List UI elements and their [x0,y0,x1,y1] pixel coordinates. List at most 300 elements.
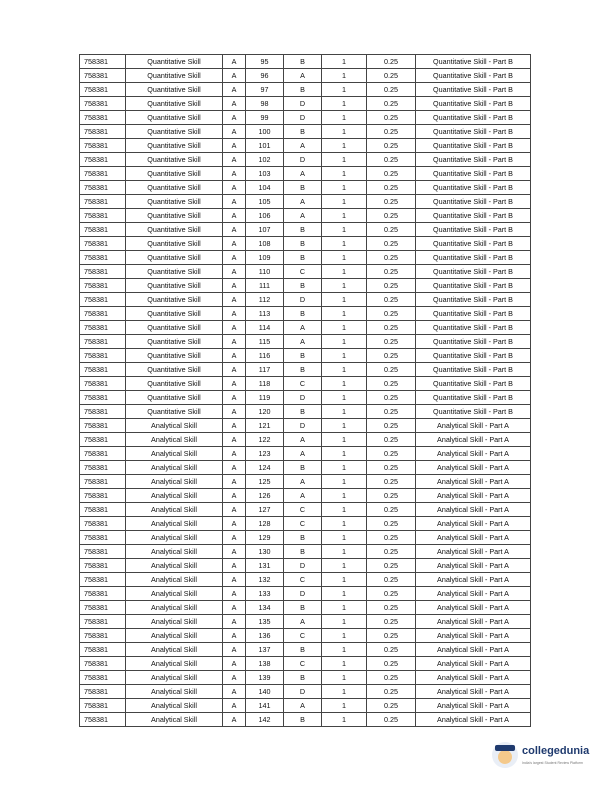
cell-set: A [223,699,246,713]
cell-question-number: 140 [246,685,284,699]
cell-answer: D [284,559,322,573]
cell-section: Analytical Skill - Part A [416,419,531,433]
cell-question-number: 141 [246,699,284,713]
cell-code: 758381 [80,279,126,293]
cell-negative-marks: 0.25 [367,391,416,405]
cell-marks: 1 [322,685,367,699]
cell-subject: Analytical Skill [126,545,223,559]
answer-key-table [79,54,531,727]
cell-answer: A [284,195,322,209]
cell-set: A [223,349,246,363]
cell-question-number: 115 [246,335,284,349]
cell-section: Quantitative Skill - Part B [416,265,531,279]
cell-answer: D [284,587,322,601]
cell-marks: 1 [322,559,367,573]
cell-marks: 1 [322,601,367,615]
cell-marks: 1 [322,69,367,83]
cell-negative-marks: 0.25 [367,125,416,139]
cell-negative-marks: 0.25 [367,167,416,181]
cell-negative-marks: 0.25 [367,517,416,531]
cell-negative-marks: 0.25 [367,545,416,559]
cell-section: Analytical Skill - Part A [416,713,531,727]
cell-section: Quantitative Skill - Part B [416,349,531,363]
cell-negative-marks: 0.25 [367,279,416,293]
cell-answer: B [284,713,322,727]
table-row [80,349,531,363]
cell-marks: 1 [322,671,367,685]
cell-section: Analytical Skill - Part A [416,489,531,503]
cell-subject: Quantitative Skill [126,279,223,293]
cell-answer: B [284,307,322,321]
cell-marks: 1 [322,461,367,475]
cell-marks: 1 [322,55,367,69]
cell-section: Quantitative Skill - Part B [416,391,531,405]
cell-answer: B [284,405,322,419]
cell-set: A [223,531,246,545]
cell-question-number: 134 [246,601,284,615]
cell-question-number: 120 [246,405,284,419]
cell-question-number: 124 [246,461,284,475]
cell-negative-marks: 0.25 [367,83,416,97]
cell-set: A [223,489,246,503]
cell-question-number: 133 [246,587,284,601]
cell-answer: A [284,475,322,489]
cell-code: 758381 [80,503,126,517]
cell-marks: 1 [322,699,367,713]
cell-code: 758381 [80,139,126,153]
cell-section: Quantitative Skill - Part B [416,139,531,153]
cell-question-number: 122 [246,433,284,447]
cell-section: Quantitative Skill - Part B [416,293,531,307]
cell-marks: 1 [322,209,367,223]
cell-set: A [223,307,246,321]
cell-negative-marks: 0.25 [367,307,416,321]
cell-negative-marks: 0.25 [367,237,416,251]
cell-section: Analytical Skill - Part A [416,699,531,713]
cell-question-number: 96 [246,69,284,83]
cell-marks: 1 [322,531,367,545]
cell-question-number: 113 [246,307,284,321]
cell-answer: A [284,433,322,447]
cell-set: A [223,279,246,293]
cell-subject: Quantitative Skill [126,181,223,195]
cell-section: Quantitative Skill - Part B [416,167,531,181]
cell-subject: Quantitative Skill [126,237,223,251]
cell-subject: Quantitative Skill [126,265,223,279]
table-row [80,643,531,657]
table-row [80,531,531,545]
table-row [80,391,531,405]
table-row [80,601,531,615]
cell-set: A [223,83,246,97]
cell-code: 758381 [80,307,126,321]
cell-marks: 1 [322,713,367,727]
cell-answer: D [284,97,322,111]
cell-question-number: 111 [246,279,284,293]
cell-section: Quantitative Skill - Part B [416,209,531,223]
table-row [80,363,531,377]
cell-subject: Quantitative Skill [126,97,223,111]
cell-section: Analytical Skill - Part A [416,433,531,447]
table-row [80,335,531,349]
cell-answer: D [284,153,322,167]
collegedunia-logo [492,740,602,780]
cell-section: Analytical Skill - Part A [416,671,531,685]
table-row [80,685,531,699]
cell-code: 758381 [80,97,126,111]
cell-marks: 1 [322,517,367,531]
cell-subject: Quantitative Skill [126,209,223,223]
cell-section: Quantitative Skill - Part B [416,195,531,209]
cell-code: 758381 [80,181,126,195]
cell-question-number: 123 [246,447,284,461]
cell-code: 758381 [80,573,126,587]
cell-code: 758381 [80,587,126,601]
cell-question-number: 142 [246,713,284,727]
cell-subject: Analytical Skill [126,657,223,671]
cell-marks: 1 [322,349,367,363]
table-row [80,377,531,391]
cell-set: A [223,125,246,139]
cell-code: 758381 [80,195,126,209]
cell-negative-marks: 0.25 [367,223,416,237]
cell-subject: Quantitative Skill [126,55,223,69]
cell-set: A [223,153,246,167]
cell-answer: D [284,685,322,699]
cell-code: 758381 [80,643,126,657]
cell-subject: Analytical Skill [126,433,223,447]
cell-set: A [223,643,246,657]
cell-question-number: 136 [246,629,284,643]
cell-set: A [223,503,246,517]
cell-set: A [223,335,246,349]
cell-subject: Analytical Skill [126,699,223,713]
cell-subject: Analytical Skill [126,713,223,727]
cell-subject: Analytical Skill [126,461,223,475]
cell-section: Analytical Skill - Part A [416,447,531,461]
cell-answer: B [284,531,322,545]
cell-set: A [223,195,246,209]
cell-set: A [223,601,246,615]
cell-code: 758381 [80,237,126,251]
cell-set: A [223,111,246,125]
cell-set: A [223,433,246,447]
table-row [80,153,531,167]
cell-subject: Quantitative Skill [126,405,223,419]
cell-subject: Analytical Skill [126,671,223,685]
cell-set: A [223,209,246,223]
cell-set: A [223,223,246,237]
cell-answer: C [284,265,322,279]
cell-question-number: 100 [246,125,284,139]
cell-subject: Analytical Skill [126,601,223,615]
cell-section: Analytical Skill - Part A [416,559,531,573]
cell-set: A [223,615,246,629]
cell-code: 758381 [80,55,126,69]
cell-question-number: 116 [246,349,284,363]
cell-section: Analytical Skill - Part A [416,475,531,489]
cell-answer: B [284,181,322,195]
cell-subject: Quantitative Skill [126,307,223,321]
cell-question-number: 112 [246,293,284,307]
cell-subject: Quantitative Skill [126,139,223,153]
cell-question-number: 103 [246,167,284,181]
table-row [80,97,531,111]
cell-answer: B [284,601,322,615]
cell-answer: A [284,699,322,713]
cell-section: Analytical Skill - Part A [416,657,531,671]
cell-negative-marks: 0.25 [367,433,416,447]
cell-section: Quantitative Skill - Part B [416,83,531,97]
cell-section: Quantitative Skill - Part B [416,97,531,111]
cell-marks: 1 [322,657,367,671]
cell-negative-marks: 0.25 [367,475,416,489]
cell-question-number: 109 [246,251,284,265]
cell-set: A [223,293,246,307]
cell-negative-marks: 0.25 [367,713,416,727]
cell-section: Quantitative Skill - Part B [416,405,531,419]
cell-marks: 1 [322,405,367,419]
cell-subject: Quantitative Skill [126,111,223,125]
cell-marks: 1 [322,377,367,391]
cell-marks: 1 [322,447,367,461]
cell-answer: B [284,125,322,139]
table-row [80,167,531,181]
cell-code: 758381 [80,349,126,363]
cell-question-number: 101 [246,139,284,153]
cell-code: 758381 [80,615,126,629]
cell-section: Quantitative Skill - Part B [416,181,531,195]
table-row [80,587,531,601]
cell-marks: 1 [322,195,367,209]
cell-question-number: 127 [246,503,284,517]
cell-subject: Analytical Skill [126,587,223,601]
table-row [80,503,531,517]
table-row [80,475,531,489]
table-row [80,237,531,251]
cell-set: A [223,475,246,489]
cell-question-number: 119 [246,391,284,405]
cell-answer: B [284,55,322,69]
cell-code: 758381 [80,167,126,181]
cell-subject: Quantitative Skill [126,321,223,335]
cell-question-number: 131 [246,559,284,573]
cell-marks: 1 [322,475,367,489]
cell-negative-marks: 0.25 [367,643,416,657]
cell-question-number: 106 [246,209,284,223]
cell-answer: C [284,657,322,671]
cell-negative-marks: 0.25 [367,139,416,153]
cell-marks: 1 [322,265,367,279]
cell-answer: A [284,615,322,629]
cell-set: A [223,713,246,727]
cell-negative-marks: 0.25 [367,111,416,125]
cell-answer: A [284,139,322,153]
cell-marks: 1 [322,573,367,587]
cell-set: A [223,377,246,391]
cell-question-number: 105 [246,195,284,209]
cell-negative-marks: 0.25 [367,685,416,699]
table-row [80,489,531,503]
cell-negative-marks: 0.25 [367,377,416,391]
cell-question-number: 132 [246,573,284,587]
cell-code: 758381 [80,321,126,335]
cell-code: 758381 [80,601,126,615]
cell-marks: 1 [322,503,367,517]
cell-negative-marks: 0.25 [367,699,416,713]
cell-code: 758381 [80,531,126,545]
cell-marks: 1 [322,153,367,167]
cell-negative-marks: 0.25 [367,587,416,601]
cell-code: 758381 [80,251,126,265]
cell-question-number: 126 [246,489,284,503]
cell-code: 758381 [80,489,126,503]
cell-code: 758381 [80,713,126,727]
cell-question-number: 114 [246,321,284,335]
cell-question-number: 107 [246,223,284,237]
cell-set: A [223,391,246,405]
cell-subject: Quantitative Skill [126,377,223,391]
cell-question-number: 117 [246,363,284,377]
cell-negative-marks: 0.25 [367,671,416,685]
cell-code: 758381 [80,517,126,531]
cell-answer: B [284,279,322,293]
cell-negative-marks: 0.25 [367,629,416,643]
cell-question-number: 118 [246,377,284,391]
cell-subject: Quantitative Skill [126,153,223,167]
cell-answer: B [284,363,322,377]
cell-set: A [223,237,246,251]
cell-subject: Analytical Skill [126,643,223,657]
cell-code: 758381 [80,657,126,671]
cell-code: 758381 [80,111,126,125]
cell-negative-marks: 0.25 [367,489,416,503]
cell-negative-marks: 0.25 [367,461,416,475]
cell-set: A [223,517,246,531]
cell-answer: B [284,223,322,237]
cell-negative-marks: 0.25 [367,335,416,349]
cell-code: 758381 [80,209,126,223]
cell-question-number: 121 [246,419,284,433]
cell-subject: Quantitative Skill [126,167,223,181]
cell-answer: A [284,167,322,181]
cell-marks: 1 [322,97,367,111]
cell-marks: 1 [322,615,367,629]
cell-marks: 1 [322,223,367,237]
cell-answer: A [284,209,322,223]
cell-marks: 1 [322,363,367,377]
table-row [80,671,531,685]
cell-answer: D [284,111,322,125]
cell-subject: Quantitative Skill [126,195,223,209]
cell-marks: 1 [322,237,367,251]
cell-marks: 1 [322,111,367,125]
cell-code: 758381 [80,293,126,307]
cell-code: 758381 [80,153,126,167]
table-row [80,615,531,629]
cell-subject: Quantitative Skill [126,363,223,377]
table-row [80,713,531,727]
cell-marks: 1 [322,587,367,601]
cell-set: A [223,55,246,69]
cell-negative-marks: 0.25 [367,601,416,615]
cell-subject: Analytical Skill [126,629,223,643]
table-row [80,447,531,461]
cell-negative-marks: 0.25 [367,531,416,545]
cell-set: A [223,167,246,181]
cell-negative-marks: 0.25 [367,349,416,363]
table-row [80,83,531,97]
cell-section: Analytical Skill - Part A [416,461,531,475]
table-row [80,55,531,69]
cell-code: 758381 [80,377,126,391]
cell-set: A [223,363,246,377]
cell-negative-marks: 0.25 [367,153,416,167]
cell-section: Quantitative Skill - Part B [416,69,531,83]
cell-set: A [223,265,246,279]
cell-section: Analytical Skill - Part A [416,531,531,545]
cell-subject: Quantitative Skill [126,349,223,363]
table-row [80,559,531,573]
cell-section: Quantitative Skill - Part B [416,111,531,125]
cell-set: A [223,629,246,643]
cell-code: 758381 [80,69,126,83]
cell-section: Quantitative Skill - Part B [416,307,531,321]
cell-marks: 1 [322,167,367,181]
table-row [80,433,531,447]
cell-question-number: 137 [246,643,284,657]
cell-question-number: 98 [246,97,284,111]
cell-section: Quantitative Skill - Part B [416,335,531,349]
cell-marks: 1 [322,545,367,559]
table-row [80,657,531,671]
cell-answer: A [284,335,322,349]
cell-marks: 1 [322,307,367,321]
cell-negative-marks: 0.25 [367,195,416,209]
cell-section: Analytical Skill - Part A [416,643,531,657]
cell-code: 758381 [80,685,126,699]
cell-section: Quantitative Skill - Part B [416,251,531,265]
cell-set: A [223,671,246,685]
cell-marks: 1 [322,321,367,335]
cell-answer: D [284,293,322,307]
cell-code: 758381 [80,629,126,643]
cell-question-number: 139 [246,671,284,685]
cell-set: A [223,587,246,601]
cell-code: 758381 [80,545,126,559]
cell-subject: Analytical Skill [126,475,223,489]
cell-subject: Quantitative Skill [126,335,223,349]
cell-code: 758381 [80,475,126,489]
cell-answer: C [284,573,322,587]
cell-answer: B [284,237,322,251]
cell-subject: Analytical Skill [126,685,223,699]
cell-negative-marks: 0.25 [367,615,416,629]
cell-set: A [223,419,246,433]
cell-negative-marks: 0.25 [367,321,416,335]
cell-answer: A [284,447,322,461]
table-row [80,181,531,195]
cell-answer: C [284,517,322,531]
cell-code: 758381 [80,433,126,447]
cell-question-number: 95 [246,55,284,69]
cell-code: 758381 [80,419,126,433]
table-row [80,545,531,559]
cell-question-number: 110 [246,265,284,279]
cell-subject: Quantitative Skill [126,391,223,405]
cell-set: A [223,447,246,461]
cell-set: A [223,559,246,573]
